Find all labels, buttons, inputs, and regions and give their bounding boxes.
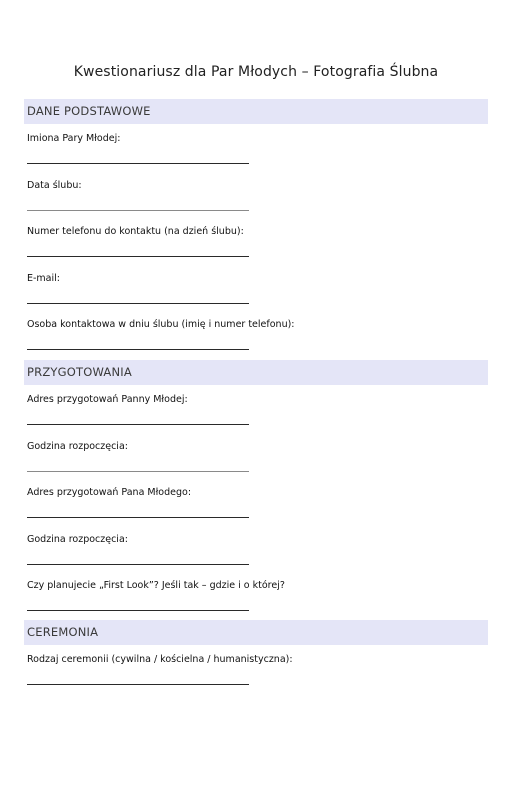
answer-line[interactable] bbox=[27, 517, 249, 518]
field-label: Godzina rozpoczęcia: bbox=[27, 533, 128, 545]
field-label: Data ślubu: bbox=[27, 179, 82, 191]
field-first-look bbox=[24, 571, 488, 618]
field-wedding-date bbox=[24, 171, 488, 218]
field-ceremony-type bbox=[24, 645, 488, 692]
field-label: Czy planujecie „First Look”? Jeśli tak – gdzie i o której? bbox=[27, 580, 285, 591]
field-label: Osoba kontaktowa w dniu ślubu (imię i numer telefonu): bbox=[27, 319, 295, 330]
section-ceremony bbox=[24, 620, 488, 692]
answer-line[interactable] bbox=[27, 349, 249, 350]
answer-line[interactable] bbox=[27, 303, 249, 304]
answer-line[interactable] bbox=[27, 210, 249, 211]
field-groom-prep-address bbox=[24, 478, 488, 525]
section-heading: CEREMONIA bbox=[24, 620, 488, 645]
field-bride-prep-address bbox=[24, 385, 488, 432]
section-preparations bbox=[24, 360, 488, 618]
field-label: Godzina rozpoczęcia: bbox=[27, 440, 128, 452]
answer-line[interactable] bbox=[27, 684, 249, 685]
answer-line[interactable] bbox=[27, 610, 249, 611]
field-couple-names bbox=[24, 124, 488, 171]
field-label: E-mail: bbox=[27, 272, 60, 284]
field-phone bbox=[24, 217, 488, 264]
answer-line[interactable] bbox=[27, 163, 249, 164]
field-label: Imiona Pary Młodej: bbox=[27, 133, 121, 144]
answer-line[interactable] bbox=[27, 424, 249, 425]
document-title: Kwestionariusz dla Par Młodych – Fotografia Ślubna bbox=[73, 64, 439, 80]
section-basic-info bbox=[24, 99, 488, 357]
field-label: Adres przygotowań Pana Młodego: bbox=[27, 487, 192, 498]
section-heading: DANE PODSTAWOWE bbox=[24, 99, 488, 124]
answer-line[interactable] bbox=[27, 256, 249, 257]
field-groom-prep-time bbox=[24, 525, 488, 572]
field-contact-person bbox=[24, 310, 488, 357]
field-email bbox=[24, 264, 488, 311]
field-bride-prep-time bbox=[24, 432, 488, 479]
answer-line[interactable] bbox=[27, 471, 249, 472]
field-label: Rodzaj ceremonii (cywilna / kościelna / humanistyczna): bbox=[27, 654, 293, 665]
section-heading: PRZYGOTOWANIA bbox=[24, 360, 488, 385]
field-label: Numer telefonu do kontaktu (na dzień ślubu): bbox=[27, 226, 244, 237]
answer-line[interactable] bbox=[27, 564, 249, 565]
field-label: Adres przygotowań Panny Młodej: bbox=[27, 394, 188, 405]
